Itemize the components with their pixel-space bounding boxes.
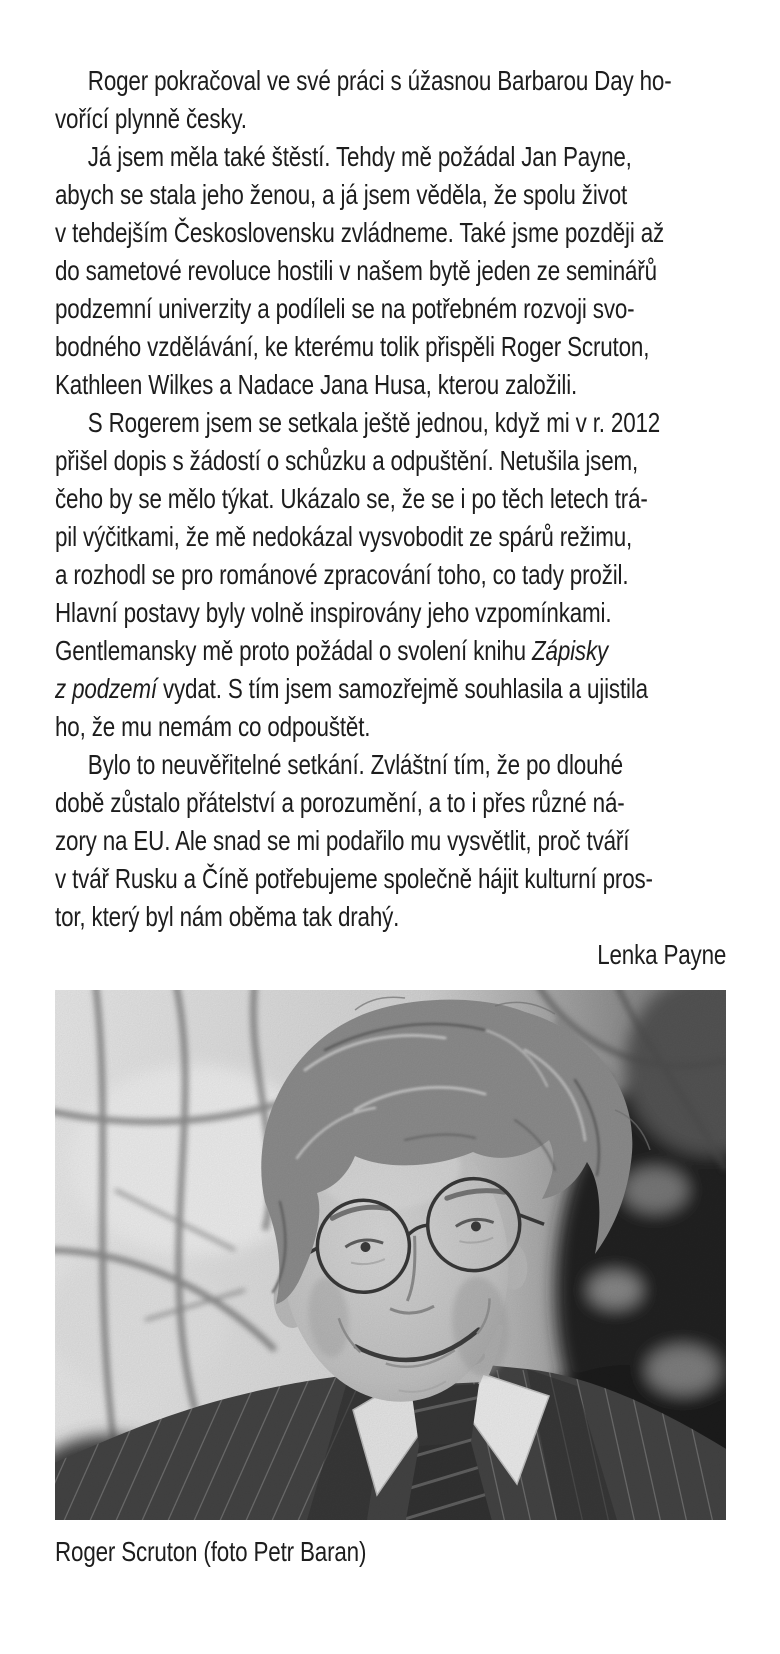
text-line: v tvář Rusku a Číně potřebujeme společně hájit kulturní pros-	[55, 863, 653, 894]
text-line: Kathleen Wilkes a Nadace Jana Husa, kterou založili.	[55, 369, 578, 400]
paragraph	[55, 746, 726, 936]
signature-author: Lenka Payne	[597, 939, 727, 970]
text-line: Bylo to neuvěřitelné setkání. Zvláštní tím, že po dlouhé	[87, 749, 623, 780]
text-segment: Gentlemansky mě proto požádal o svolení knihu	[55, 635, 532, 666]
text-line: S Rogerem jsem se setkala ještě jednou, když mi v r. 2012	[87, 407, 661, 438]
text-line: podzemní univerzity a podíleli se na potřebném rozvoji svo-	[55, 293, 635, 324]
text-line: abych se stala jeho ženou, a já jsem věděla, že spolu život	[55, 179, 628, 210]
text-line: do sametové revoluce hostili v našem bytě jeden ze seminářů	[55, 255, 657, 286]
text-line: přišel dopis s žádostí o schůzku a odpuštění. Netušila jsem,	[55, 445, 639, 476]
book-title: z podzemí	[55, 673, 157, 704]
text-line: Roger pokračoval ve své práci s úžasnou Barbarou Day ho-	[87, 65, 672, 96]
photo-caption-row	[55, 1533, 726, 1571]
text-line: vořící plynně česky.	[55, 103, 247, 134]
text-line: v tehdejším Československu zvládneme. Také jsme později až	[55, 217, 665, 248]
text-line	[55, 632, 726, 670]
text-line: zory na EU. Ale snad se mi podařilo mu vysvětlit, proč tváří	[55, 825, 630, 856]
photo-caption: Roger Scruton (foto Petr Baran)	[55, 1536, 367, 1567]
text-line: tor, který byl nám oběma tak drahý.	[55, 901, 400, 932]
paragraph	[55, 404, 726, 746]
article-text	[55, 62, 726, 974]
text-line: ho, že mu nemám co odpouštět.	[55, 711, 371, 742]
paragraph	[55, 62, 726, 138]
text-line: bodného vzdělávání, ke kterému tolik přispěli Roger Scruton,	[55, 331, 650, 362]
text-segment: vydat. S tím jsem samozřejmě souhlasila a ujistila	[156, 673, 648, 704]
text-line: Já jsem měla také štěstí. Tehdy mě požádal Jan Payne,	[87, 141, 632, 172]
text-line: pil výčitkami, že mě nedokázal vysvobodit ze spárů režimu,	[55, 521, 633, 552]
text-line: čeho by se mělo týkat. Ukázalo se, že se i po těch letech trá-	[55, 483, 648, 514]
scruton-portrait-photo	[55, 990, 726, 1520]
text-line	[55, 670, 726, 708]
text-line: a rozhodl se pro románové zpracování toho, co tady prožil.	[55, 559, 629, 590]
book-title: Zápisky	[532, 635, 609, 666]
paragraph	[55, 138, 726, 404]
photo-figure	[55, 990, 726, 1520]
text-line: Hlavní postavy byly volně inspirovány jeho vzpomínkami.	[55, 597, 612, 628]
text-line: době zůstalo přátelství a porozumění, a to i přes různé ná-	[55, 787, 625, 818]
